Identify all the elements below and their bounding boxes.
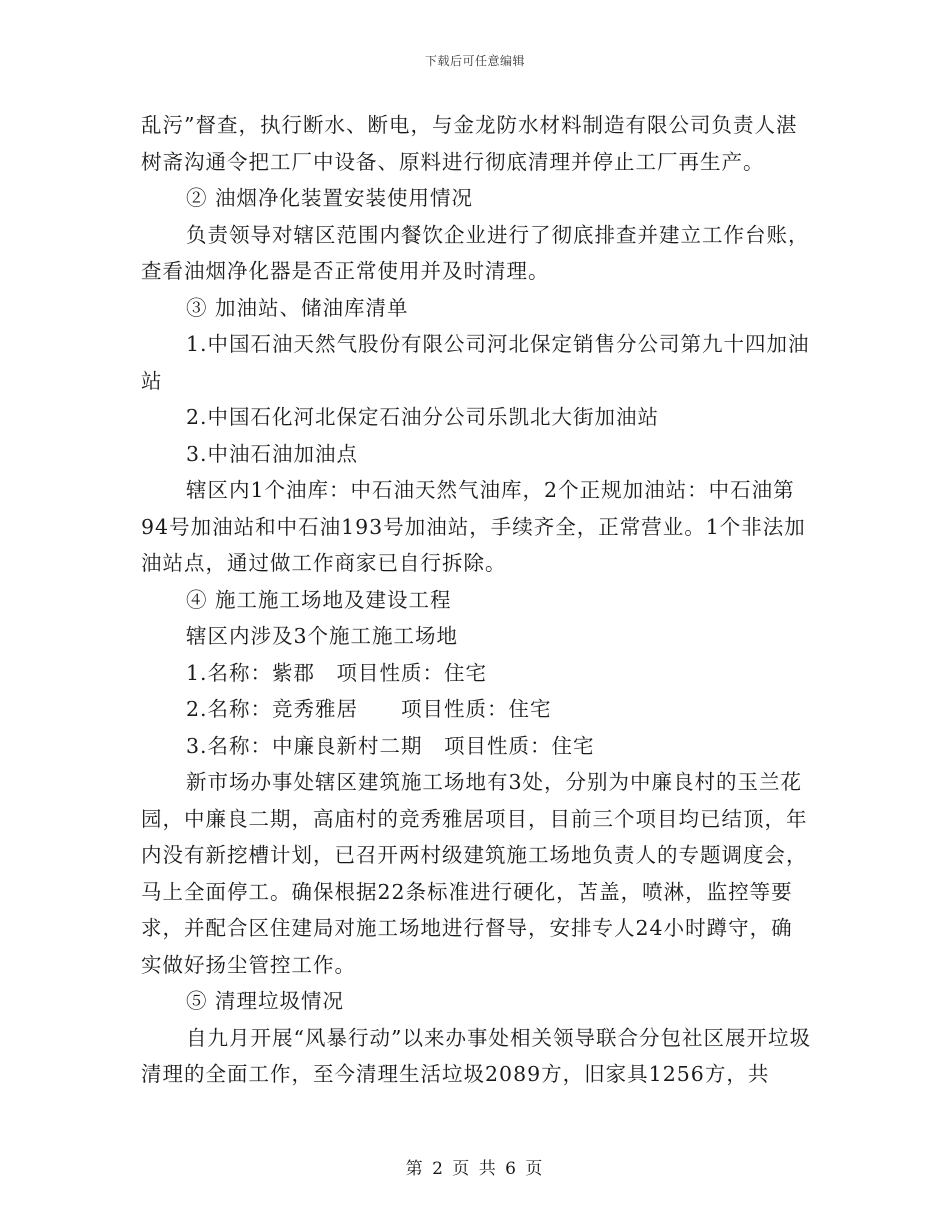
section-heading-oil-fume: ② 油烟净化装置安装使用情况	[186, 186, 474, 210]
section-heading-garbage: ⑤ 清理垃圾情况	[186, 989, 345, 1013]
paragraph-construction-count: 辖区内涉及3个施工施工场地	[186, 624, 459, 648]
section-heading-gas-stations: ③ 加油站、储油库清单	[186, 295, 409, 320]
paragraph-oil-fume: 负责领导对辖区范围内餐饮企业进行了彻底排查并建立工作台账，查看油烟净化器是否正常使用并及时清理。	[141, 222, 810, 283]
list-item-construction-3: 3.名称：中廉良新村二期 项目性质：住宅	[186, 733, 595, 758]
list-item-construction-2: 2.名称：竞秀雅居 项目性质：住宅	[186, 697, 552, 721]
list-item-gas-station-3: 3.中油石油加油点	[186, 441, 359, 466]
paragraph-garbage: 自九月开展“风暴行动”以来办事处相关领导联合分包社区展开垃圾清理的全面工作，至今清理生活垃圾2089方，旧家具1256方，共	[141, 1025, 811, 1086]
list-item-gas-station-1: 1.中国石油天然气股份有限公司河北保定销售分公司第九十四加油站	[141, 332, 810, 393]
paragraph-gas-stations: 辖区内1个油库：中石油天然气油库，2个正规加油站：中石油第94号加油站和中石油193号加油站，手续齐全，正常营业。1个非法加油站点，通过做工作商家已自行拆除。	[141, 478, 806, 575]
paragraph-construction: 新市场办事处辖区建筑施工场地有3处，分别为中廉良村的玉兰花园，中廉良二期，高庙村的竞秀雅居项目，目前三个项目均已结顶，年内没有新挖槽计划，已召开两村级建筑施工场地负责人的专题调度会，马上全面停工。确保根据22条标准进行硬化，苫盖，喷淋，监控等要求，并配合区住建局对施工场地进行督导，安排专人24小时蹲守，确实做好扬尘管控工作。	[141, 770, 808, 977]
paragraph-continuation: 乱污”督查，执行断水、断电，与金龙防水材料制造有限公司负责人湛树斋沟通令把工厂中设备、原料进行彻底清理并停止工厂再生产。	[141, 113, 798, 174]
document-body	[141, 107, 811, 1093]
page-number: 第 2 页 共 6 页	[405, 1159, 545, 1179]
list-item-construction-1: 1.名称：紫郡 项目性质：住宅	[186, 660, 488, 685]
list-item-gas-station-2: 2.中国石化河北保定石油分公司乐凯北大街加油站	[186, 405, 660, 429]
section-heading-construction: ④ 施工施工场地及建设工程	[186, 587, 452, 612]
page-header: 下载后可任意编辑	[424, 54, 525, 68]
